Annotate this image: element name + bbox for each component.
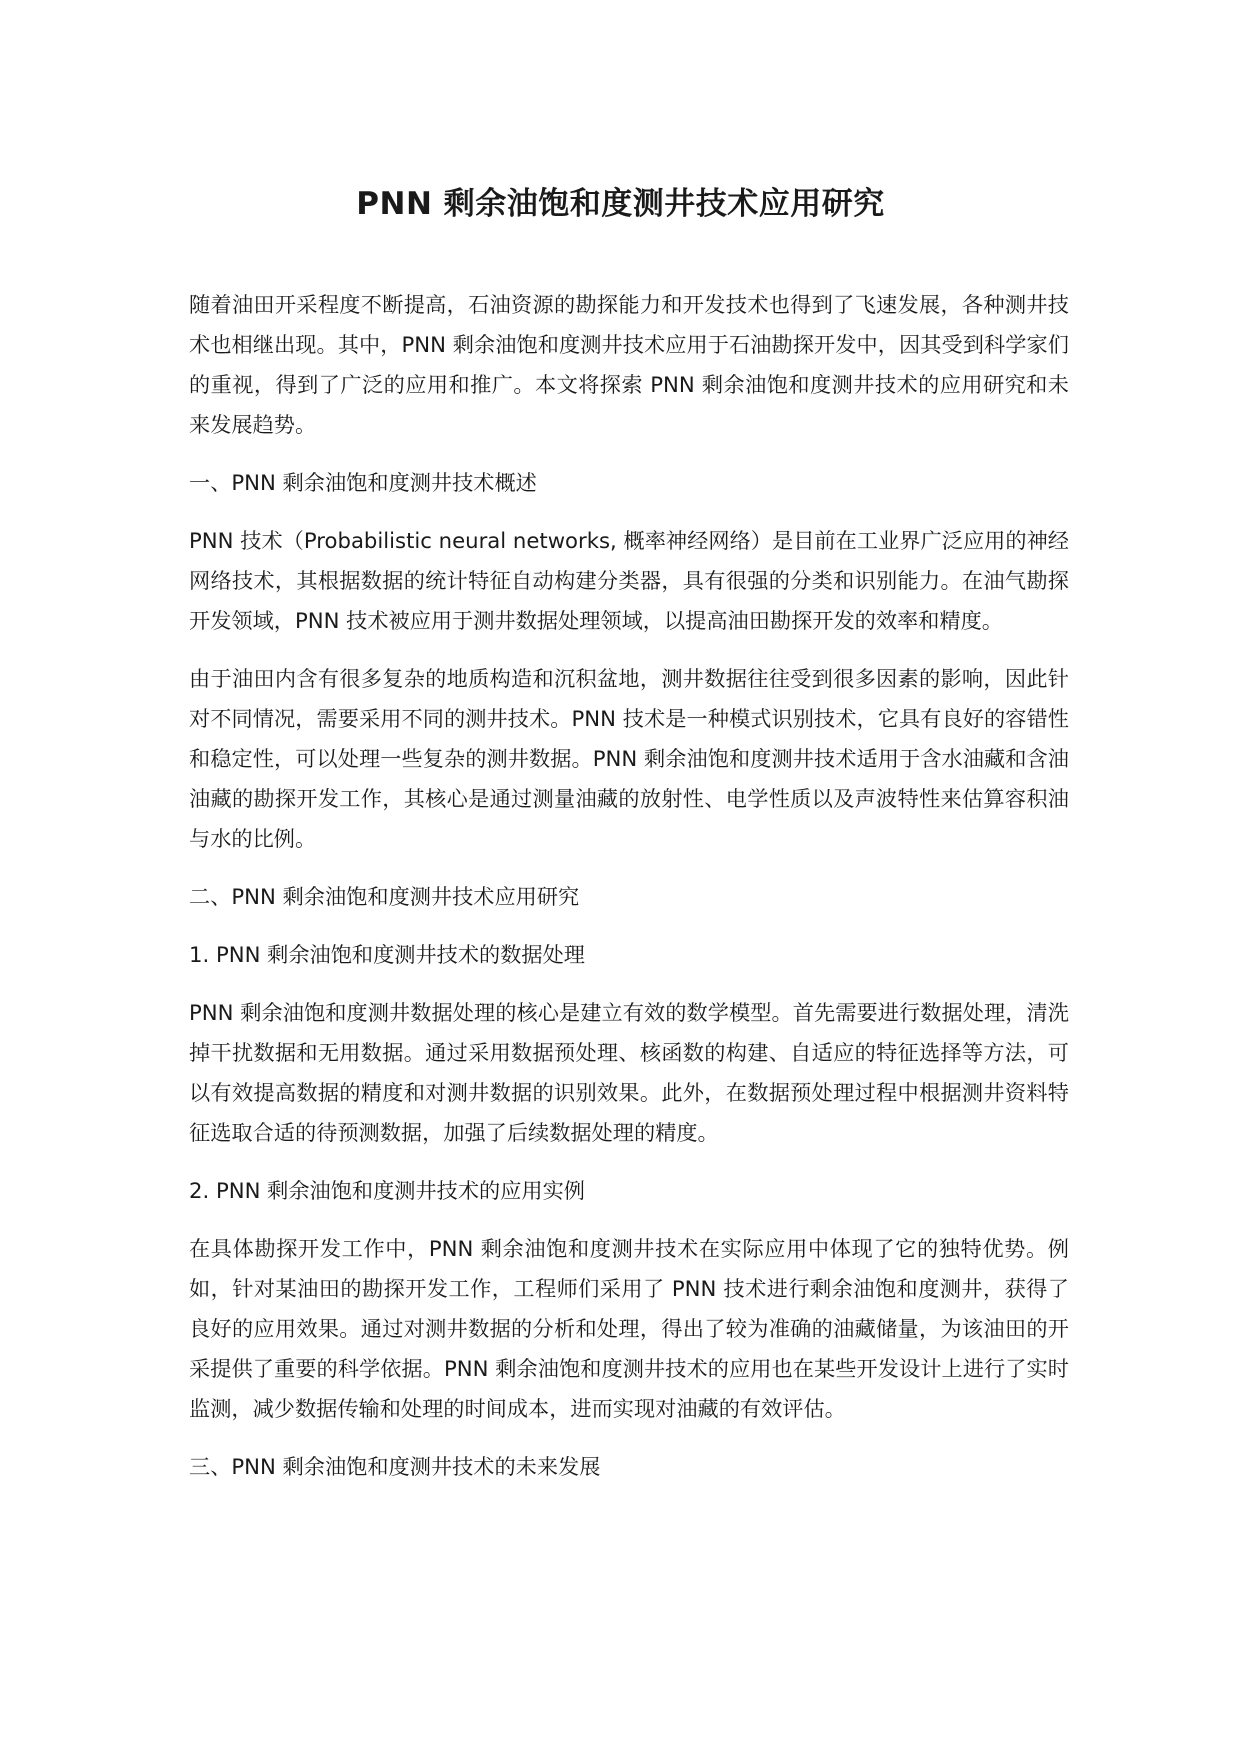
- document-title: PNN 剩余油饱和度测井技术应用研究: [356, 186, 885, 222]
- intro-paragraph: 随着油田开采程度不断提高，石油资源的勘探能力和开发技术也得到了飞速发展，各种测井技术也相继出现。其中，PNN 剩余油饱和度测井技术应用于石油勘探开发中，因其受到科学家们的重视，得到了广泛的应用和推广。本文将探索 PNN 剩余油饱和度测井技术的应用研究和未来发展趋势。: [189, 292, 1069, 437]
- paragraph: PNN 剩余油饱和度测井数据处理的核心是建立有效的数学模型。首先需要进行数据处理，清洗掉干扰数据和无用数据。通过采用数据预处理、核函数的构建、自适应的特征选择等方法，可以有效提高数据的精度和对测井数据的识别效果。此外，在数据预处理过程中根据测井资料特征选取合适的待预测数据，加强了后续数据处理的精度。: [189, 1000, 1069, 1145]
- paragraph: 由于油田内含有很多复杂的地质构造和沉积盆地，测井数据往往受到很多因素的影响，因此针对不同情况，需要采用不同的测井技术。PNN 技术是一种模式识别技术，它具有良好的容错性和稳定性，可以处理一些复杂的测井数据。PNN 剩余油饱和度测井技术适用于含水油藏和含油油藏的勘探开发工作，其核心是通过测量油藏的放射性、电学性质以及声波特性来估算容积油与水的比例。: [189, 666, 1069, 851]
- subsection-heading-2-1: 1. PNN 剩余油饱和度测井技术的数据处理: [189, 942, 585, 967]
- section-heading-2: 二、PNN 剩余油饱和度测井技术应用研究: [189, 884, 580, 909]
- paragraph: 在具体勘探开发工作中，PNN 剩余油饱和度测井技术在实际应用中体现了它的独特优势。例如，针对某油田的勘探开发工作，工程师们采用了 PNN 技术进行剩余油饱和度测井，获得了良好的应用效果。通过对测井数据的分析和处理，得出了较为准确的油藏储量，为该油田的开采提供了重要的科学依据。PNN 剩余油饱和度测井技术的应用也在某些开发设计上进行了实时监测，减少数据传输和处理的时间成本，进而实现对油藏的有效评估。: [189, 1236, 1069, 1421]
- section-heading-1: 一、PNN 剩余油饱和度测井技术概述: [189, 470, 537, 495]
- paragraph: PNN 技术（Probabilistic neural networks, 概率神经网络）是目前在工业界广泛应用的神经网络技术，其根据数据的统计特征自动构建分类器，具有很强的分类和识别能力。在油气勘探开发领域，PNN 技术被应用于测井数据处理领域，以提高油田勘探开发的效率和精度。: [189, 528, 1069, 633]
- subsection-heading-2-2: 2. PNN 剩余油饱和度测井技术的应用实例: [189, 1178, 585, 1203]
- section-heading-3: 三、PNN 剩余油饱和度测井技术的未来发展: [189, 1454, 601, 1479]
- document-body: [189, 285, 1069, 1505]
